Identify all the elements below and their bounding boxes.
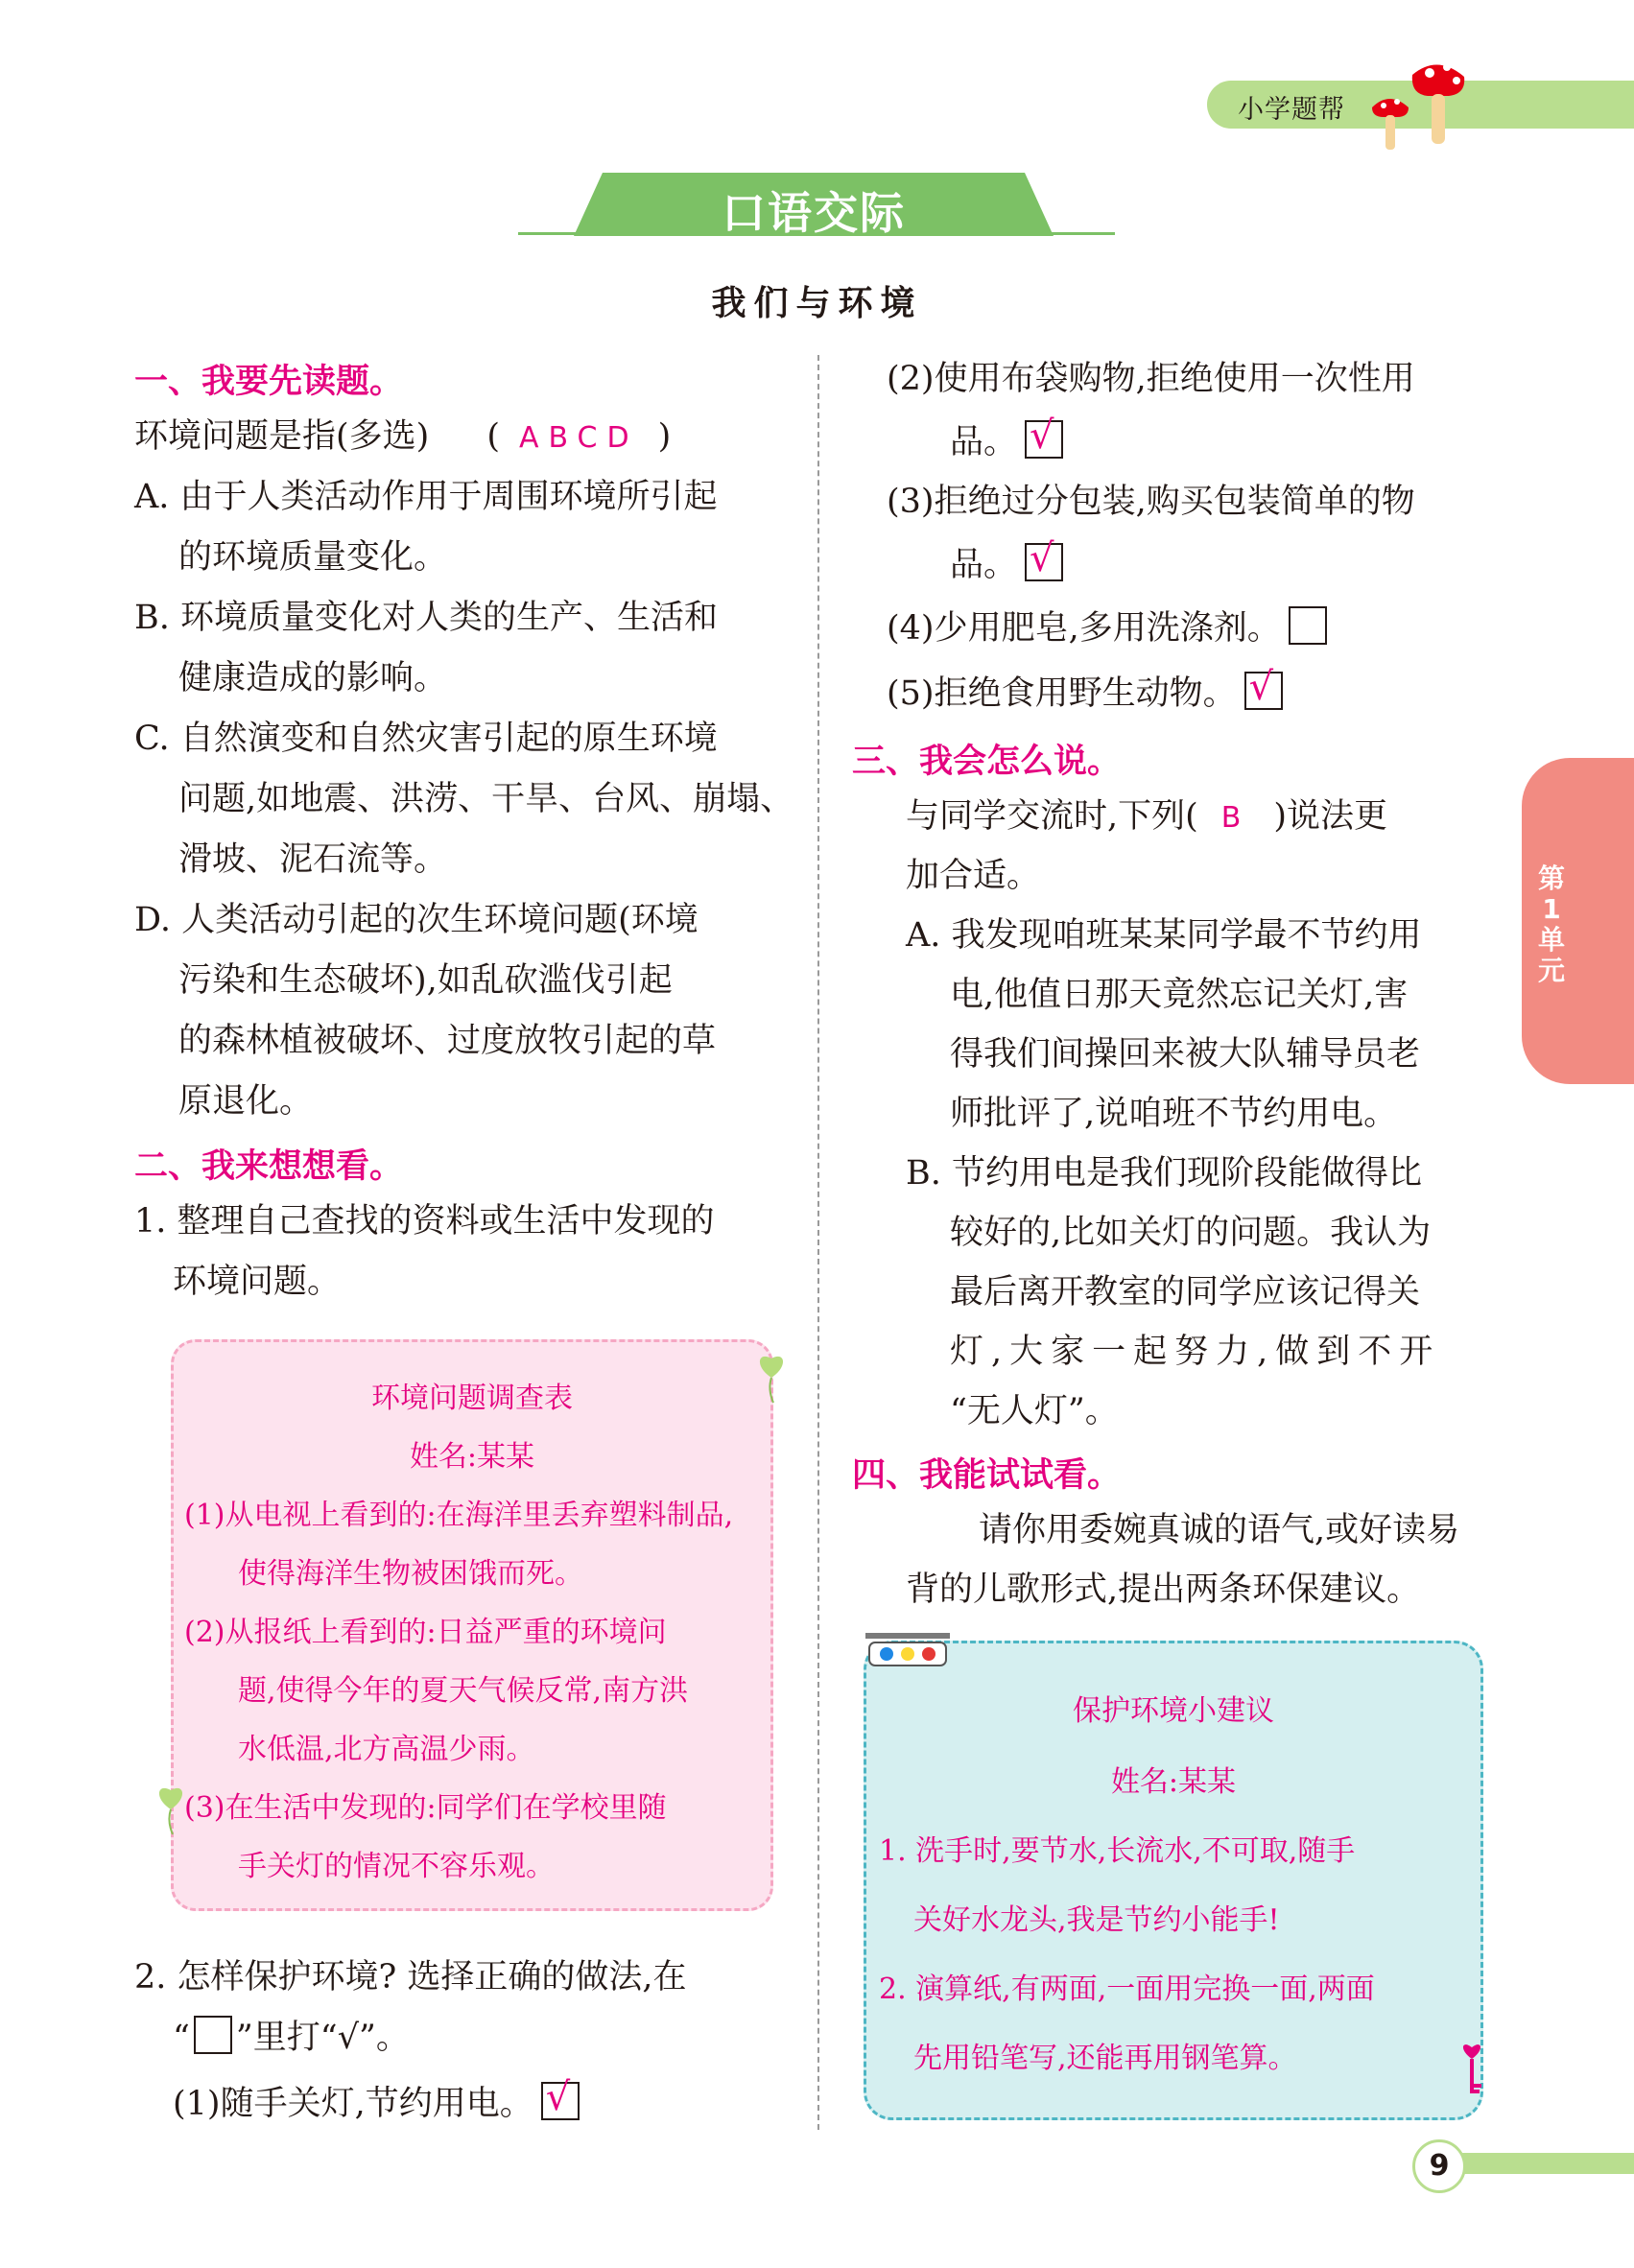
- item-2-line2: 品。 √: [950, 413, 1063, 472]
- option-d-line2: 污染和生态破坏),如乱砍滥伐引起: [178, 961, 673, 1000]
- survey-line-5: 水低温,北方高温少雨。: [238, 1733, 535, 1766]
- traffic-light-icon: [864, 1631, 952, 1669]
- s3-option-a-line3: 得我们间操回来被大队辅导员老: [950, 1035, 1421, 1074]
- page-number: 9: [1412, 2139, 1466, 2193]
- item-3-checkbox[interactable]: √: [1025, 543, 1063, 581]
- item-3-line1: (3)拒绝过分包装,购买包装简单的物: [887, 483, 1415, 521]
- s3-option-b-line5: “无人灯”。: [950, 1392, 1119, 1430]
- unit-tab-label: 第 1 单 元: [1537, 862, 1565, 986]
- section1-question: 环境问题是指(多选) ( ABCD ): [134, 417, 672, 456]
- item-1-checkbox[interactable]: √: [541, 2082, 580, 2120]
- example-checkbox: [194, 2016, 232, 2054]
- item-1: (1)随手关灯,节约用电。 √: [173, 2074, 580, 2134]
- item-4-checkbox[interactable]: [1289, 606, 1327, 645]
- item-2-line1: (2)使用布袋购物,拒绝使用一次性用: [887, 360, 1415, 398]
- section-banner-title: 口语交际: [722, 187, 906, 239]
- section4-heading: 四、我能试试看。: [852, 1456, 1122, 1495]
- s3-option-a-line2: 电,他值日那天竟然忘记关灯,害: [950, 976, 1409, 1014]
- survey-line-1: (1)从电视上看到的:在海洋里丢弃塑料制品,: [184, 1499, 734, 1532]
- item-5-checkbox[interactable]: √: [1244, 672, 1283, 710]
- advice-line-3: 2. 演算纸,有两面,一面用完换一面,两面: [879, 1973, 1375, 2006]
- s3-option-a-line4: 师批评了,说咱班不节约用电。: [950, 1095, 1398, 1133]
- advice-title: 保护环境小建议: [1073, 1694, 1274, 1728]
- option-c-line1: C. 自然演变和自然灾害引起的原生环境: [134, 720, 718, 758]
- item-3-line2: 品。 √: [950, 535, 1063, 595]
- q2-line1: 2. 怎样保护环境? 选择正确的做法,在: [134, 1958, 687, 1996]
- survey-line-3: (2)从报纸上看到的:日益严重的环境问: [184, 1616, 667, 1649]
- section2-heading: 二、我来想想看。: [134, 1147, 404, 1186]
- survey-title: 环境问题调查表: [371, 1382, 573, 1415]
- survey-line-4: 题,使得今年的夏天气候反常,南方洪: [238, 1674, 689, 1708]
- column-divider: [817, 355, 819, 2130]
- key-icon: [1455, 2042, 1489, 2099]
- q2-line2: “ ”里打“√”。: [173, 2008, 410, 2067]
- section4-prompt-line1: 请你用委婉真诚的语气,或好读易: [979, 1511, 1460, 1549]
- option-d-line1: D. 人类活动引起的次生环境问题(环境: [134, 901, 699, 939]
- survey-line-7: 手关灯的情况不容乐观。: [238, 1850, 555, 1883]
- option-c-line3: 滑坡、泥石流等。: [178, 840, 448, 879]
- option-d-line4: 原退化。: [178, 1082, 314, 1121]
- item-2-checkbox[interactable]: √: [1025, 420, 1063, 459]
- s3-option-b-line2: 较好的,比如关灯的问题。我认为: [950, 1214, 1432, 1252]
- mushroom-icon: [1353, 56, 1468, 152]
- option-a-line1: A. 由于人类活动作用于周围环境所引起: [134, 478, 718, 516]
- footer-bar: [1449, 2153, 1634, 2174]
- survey-line-6: (3)在生活中发现的:同学们在学校里随: [184, 1791, 667, 1825]
- option-b-line1: B. 环境质量变化对人类的生产、生活和: [134, 599, 718, 637]
- item-4: (4)少用肥皂,多用洗涤剂。: [887, 599, 1327, 658]
- section4-prompt-line2: 背的儿歌形式,提出两条环保建议。: [906, 1571, 1421, 1609]
- survey-line-2: 使得海洋生物被困饿而死。: [238, 1557, 583, 1591]
- s3-option-b-line4: 灯,大家一起努力,做到不开: [950, 1333, 1441, 1371]
- option-b-line2: 健康造成的影响。: [178, 659, 448, 697]
- advice-line-1: 1. 洗手时,要节水,长流水,不可取,随手: [879, 1834, 1356, 1868]
- option-d-line3: 的森林植被破坏、过度放牧引起的草: [178, 1022, 717, 1060]
- item-5: (5)拒绝食用野生动物。 √: [887, 664, 1283, 723]
- section1-answer: ABCD: [518, 421, 639, 455]
- section3-stem-line2: 加合适。: [906, 857, 1041, 895]
- section3-heading: 三、我会怎么说。: [852, 743, 1122, 781]
- s3-option-b-line3: 最后离开教室的同学应该记得关: [950, 1273, 1421, 1311]
- s3-option-b-line1: B. 节约用电是我们现阶段能做得比: [906, 1154, 1422, 1193]
- brand-label: 小学题帮: [1238, 95, 1345, 125]
- s3-option-a-line1: A. 我发现咱班某某同学最不节约用: [906, 916, 1422, 955]
- option-c-line2: 问题,如地震、洪涝、干旱、台风、崩塌、: [178, 780, 794, 818]
- survey-name: 姓名:某某: [409, 1440, 535, 1474]
- option-a-line2: 的环境质量变化。: [178, 538, 448, 577]
- advice-line-4: 先用铅笔写,还能再用钢笔算。: [913, 2042, 1297, 2075]
- section3-answer: B: [1220, 801, 1251, 835]
- q1-line2: 环境问题。: [173, 1263, 342, 1301]
- section3-stem-line1: 与同学交流时,下列( B )说法更: [906, 797, 1388, 836]
- q1-line1: 1. 整理自己查找的资料或生活中发现的: [134, 1202, 715, 1240]
- section1-heading: 一、我要先读题。: [134, 363, 404, 401]
- advice-name: 姓名:某某: [1110, 1765, 1237, 1799]
- advice-line-2: 关好水龙头,我是节约小能手!: [913, 1903, 1280, 1937]
- lesson-title: 我们与环境: [711, 283, 923, 323]
